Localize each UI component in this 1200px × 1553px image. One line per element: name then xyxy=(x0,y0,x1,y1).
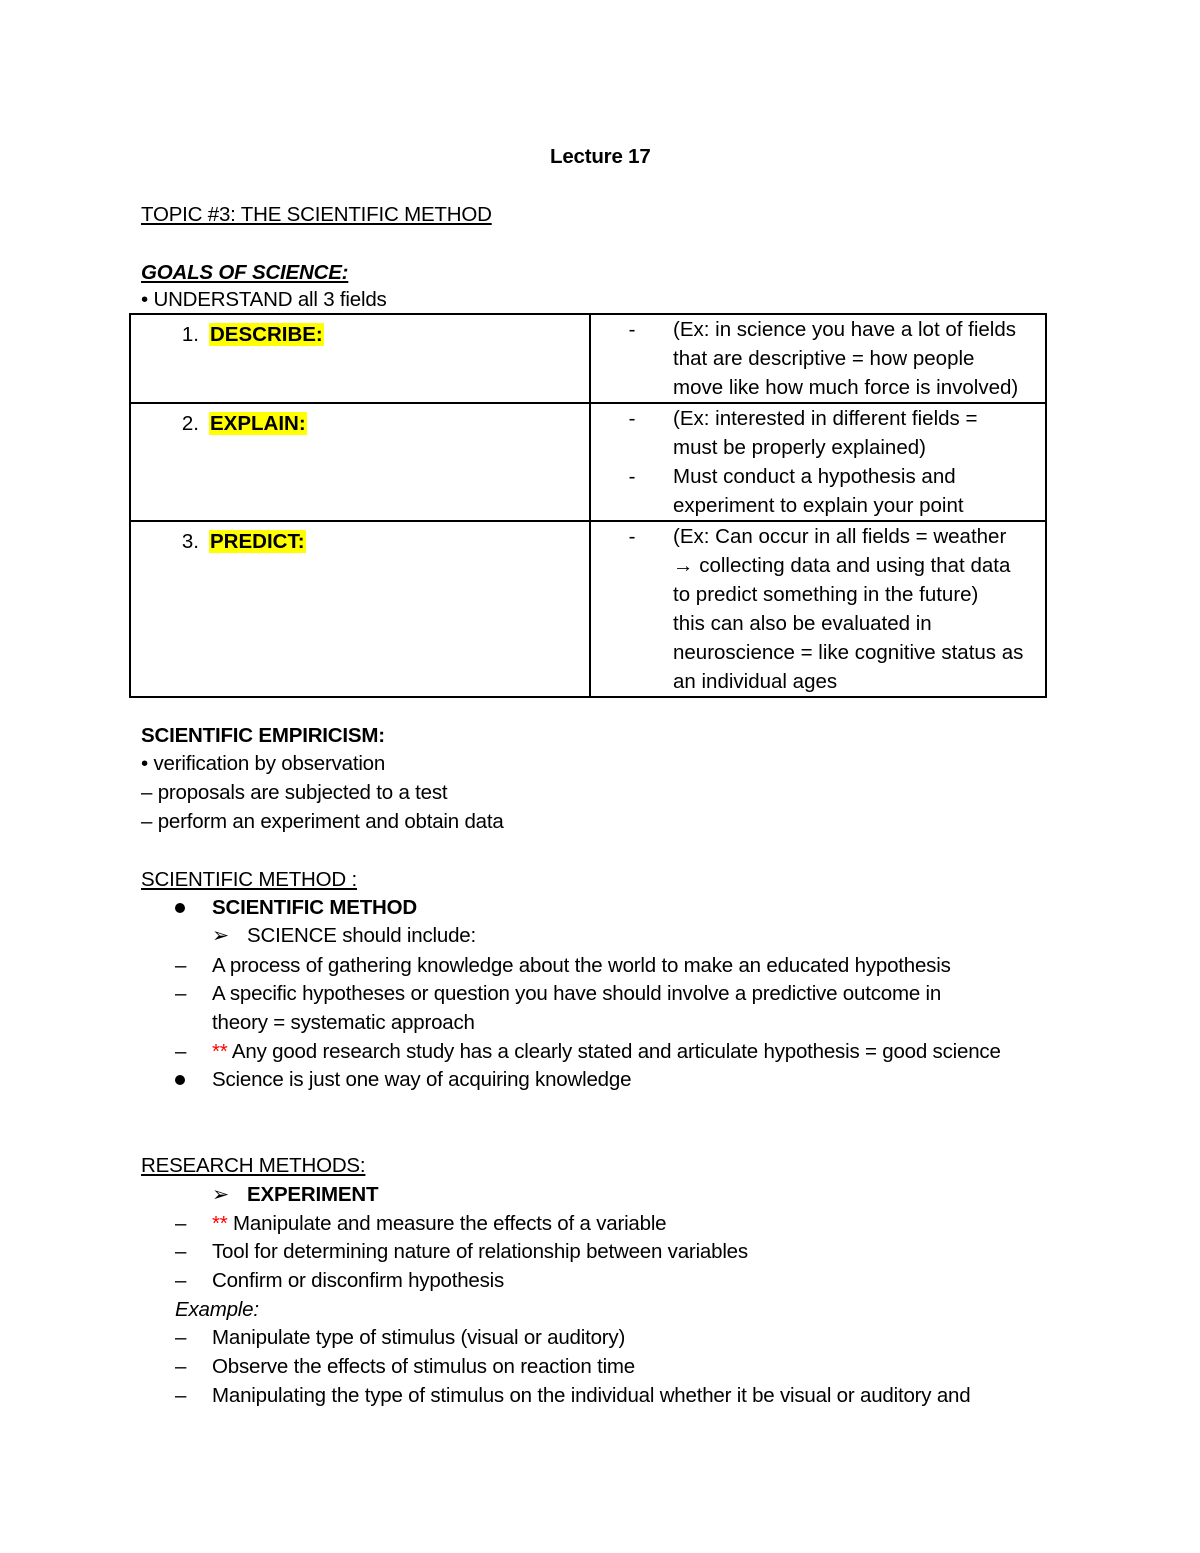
bullet-dot xyxy=(175,1075,185,1085)
empiricism-line: – proposals are subjected to a test xyxy=(141,781,448,804)
empiricism-line: • verification by observation xyxy=(141,752,386,775)
method-item: A process of gathering knowledge about the world to make an educated hypothesis xyxy=(212,954,951,977)
goals-table xyxy=(129,313,1047,698)
list-dash: – xyxy=(175,1269,187,1292)
goal-note: - Must conduct a hypothesis and experiment to explain your point xyxy=(628,465,964,517)
arrow-bullet-icon: ➢ xyxy=(212,924,229,947)
topic-heading: TOPIC #3: THE SCIENTIFIC METHOD xyxy=(141,203,492,226)
list-dash: – xyxy=(175,954,187,977)
lecture-title: Lecture 17 xyxy=(550,145,651,168)
research-item: Tool for determining nature of relationship between variables xyxy=(212,1240,748,1263)
list-dash: – xyxy=(175,1384,187,1407)
goal-row-describe xyxy=(130,314,1046,403)
method-bullet: SCIENTIFIC METHOD xyxy=(212,896,418,919)
method-bullet: Science is just one way of acquiring knowledge xyxy=(212,1068,632,1091)
example-item: Manipulating the type of stimulus on the individual whether it be visual or auditory and xyxy=(212,1384,971,1407)
list-dash: – xyxy=(175,1355,187,1378)
example-item: Manipulate type of stimulus (visual or auditory) xyxy=(212,1326,626,1349)
example-label: Example: xyxy=(175,1298,259,1321)
method-subitem: SCIENCE should include: xyxy=(247,924,476,947)
goal-note: - (Ex: interested in different fields = must be properly explained) xyxy=(628,407,978,459)
research-item: ** Manipulate and measure the effects of a variable xyxy=(212,1212,667,1235)
list-dash: – xyxy=(175,1240,187,1263)
goal-number: 1. xyxy=(181,323,199,346)
goal-note: - (Ex: Can occur in all fields = weather → collecting data and using that data to predict something in the future) this can also be evaluated in neuroscience = like cognitive status as an individual ages xyxy=(628,525,1024,693)
goal-note: - (Ex: in science you have a lot of fields that are descriptive = how people move like how much force is involved) xyxy=(628,318,1019,399)
method-heading: SCIENTIFIC METHOD : xyxy=(141,868,358,891)
emphasis-marker: ** xyxy=(212,1212,228,1235)
list-dash: – xyxy=(175,1212,187,1235)
goal-label-describe: DESCRIBE: xyxy=(210,323,323,346)
goal-label-predict: PREDICT: xyxy=(210,530,305,553)
goal-label-explain: EXPLAIN: xyxy=(210,412,306,435)
arrow-bullet-icon: ➢ xyxy=(212,1183,229,1206)
method-item: A specific hypotheses or question you have should involve a predictive outcome in xyxy=(212,982,942,1005)
list-dash: – xyxy=(175,1040,187,1063)
research-item: Confirm or disconfirm hypothesis xyxy=(212,1269,505,1292)
example-item: Observe the effects of stimulus on reaction time xyxy=(212,1355,636,1378)
goal-row-explain xyxy=(130,403,1046,521)
goals-heading: GOALS OF SCIENCE: xyxy=(141,261,349,284)
emphasis-marker: ** xyxy=(212,1040,228,1063)
empiricism-heading: SCIENTIFIC EMPIRICISM: xyxy=(141,724,385,747)
bullet-dot xyxy=(175,903,185,913)
research-subitem: EXPERIMENT xyxy=(247,1183,379,1206)
goals-bullet: • UNDERSTAND all 3 fields xyxy=(141,288,387,311)
goal-row-predict xyxy=(130,521,1046,697)
goal-number: 3. xyxy=(181,530,199,553)
method-item: ** Any good research study has a clearly stated and articulate hypothesis = good science xyxy=(212,1040,1001,1063)
method-item-cont: theory = systematic approach xyxy=(212,1011,475,1034)
empiricism-line: – perform an experiment and obtain data xyxy=(141,810,504,833)
research-heading: RESEARCH METHODS: xyxy=(141,1154,366,1177)
list-dash: – xyxy=(175,982,187,1005)
list-dash: – xyxy=(175,1326,187,1349)
goal-number: 2. xyxy=(181,412,199,435)
